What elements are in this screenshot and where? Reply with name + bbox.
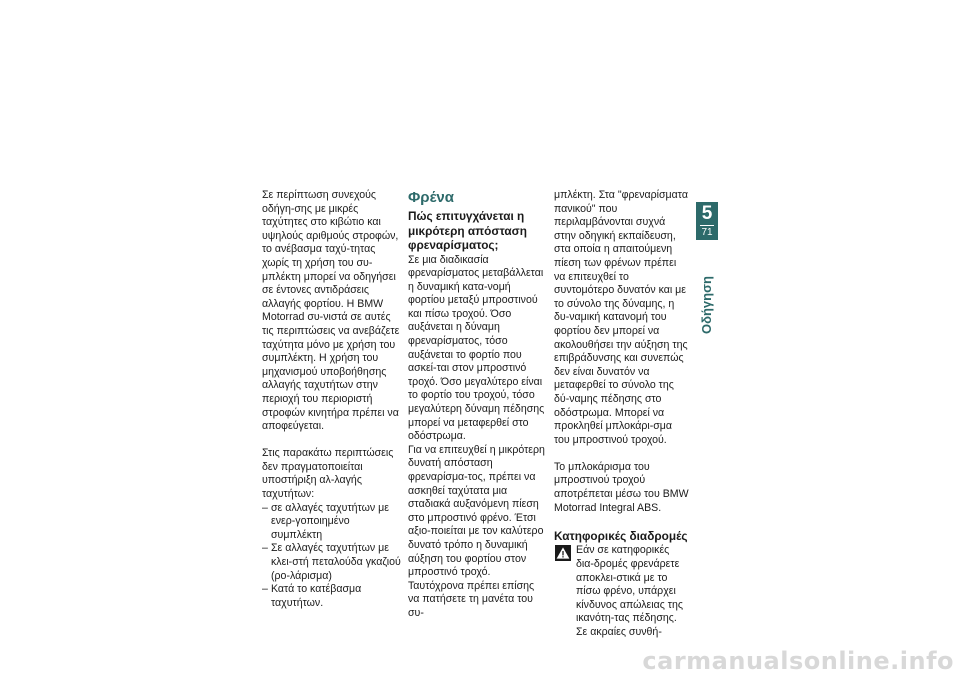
column-right	[554, 189, 689, 640]
page-number: 71	[701, 227, 713, 238]
subsection-title: Πώς επιτυγχάνεται η μικρότερη απόσταση φρεναρίσματος;	[408, 209, 527, 252]
shift-assist-paragraph: Σε περίπτωση συνεχούς οδήγη-σης με μικρές ταχύτητες στο κιβώτιο και υψηλούς αριθμούς στροφών, το ανέβασμα ταχύ-τητας χωρίς τη χρήση του συ-μπλέκτη μπορεί να οδηγήσει σε έντονες αντιδράσεις αλλαγής φορτίου. Η BMW Motorrad συ-νιστά σε αυτές τις περιπτώσεις να ανεβάζετε ταχύτητα μόνο με χρήση του συμπλέκτη. Η χρήση του μηχανισμού υποβοήθησης αλλαγής ταχυτήτων στην περιοχή του περιοριστή στροφών κινητήρα πρέπει να αποφεύγεται.	[262, 189, 400, 433]
list-item: – Κατά το κατέβασμα ταχυτήτων.	[262, 583, 362, 609]
list-item: – σε αλλαγές ταχυτήτων με ενερ-γοποιημένο συμπλέκτη	[262, 501, 389, 541]
shift-assist-exceptions-intro: Στις παρακάτω περιπτώσεις δεν πραγματοποιείται υποστήριξη αλ-λαγής ταχυτήτων:	[262, 447, 394, 501]
braking-paragraph-1: Σε μια διαδικασία φρεναρίσματος μεταβάλλεται η δυναμική κατα-νομή φορτίου μεταξύ μπροστινού και πίσω τροχού. Όσο αυξάνεται η δύναμη φρεναρίσματος, τόσο αυξάνεται το φορτίο που ασκεί-ται στον μπροστινό τροχό. Όσο μεγαλύτερο είναι το φορτίο του τροχού, τόσο μεγαλύτερη δύναμη πέδησης μπορεί να μεταφερθεί στο οδόστρωμα.	[408, 253, 545, 443]
section-title: Φρένα	[408, 189, 454, 206]
column-left	[262, 189, 402, 610]
braking-paragraph-2: Για να επιτευχθεί η μικρότερη δυνατή απόσταση φρεναρίσμα-τος, πρέπει να ασκηθεί ταχύτατα μια σταδιακά αυξανόμενη πίεση στο μπροστινό φρένο. Έτσι αξιο-ποιείται με τον καλύτερο δυνατό τρόπο η δυναμική αύξηση του φορτίου στον μπροστινό τροχό. Ταυτόχρονα πρέπει επίσης να πατήσετε τη μανέτα του συ-	[408, 443, 545, 619]
warning-text: Εάν σε κατηφορικές δια-δρομές φρενάρετε αποκλει-στικά με το πίσω φρένο, υπάρχει κίνδυνος απώλειας της ικανότη-τας πέδησης. Σε ακραίες συνθή-	[576, 544, 683, 638]
chapter-badge	[696, 202, 718, 240]
watermark: carmanualsonline.info	[642, 647, 954, 675]
column-middle	[408, 189, 548, 621]
downhill-title: Κατηφορικές διαδρομές	[554, 528, 688, 543]
panic-braking-paragraph: μπλέκτη. Στα "φρεναρίσματα πανικού" που περιλαμβάνονται συχνά στην οδηγική εκπαίδευση, στα οποία η απαιτούμενη πίεση των φρένων πρέπει να επιτευχθεί το συντομότερο δυνατόν και με το σύνολο της δύναμης, η δυ-ναμική κατανομή του φορτίου δεν μπορεί να ακολουθήσει την αύξηση της επιβράδυνσης και συνεπώς δεν είναι δυνατόν να μεταφερθεί το σύνολο της δύ-ναμης πέδησης στο οδόστρωμα. Μπορεί να προκληθεί μπλοκάρι-σμα του μπροστινού τροχού.	[554, 189, 688, 446]
chapter-label: Οδήγηση	[699, 276, 714, 334]
warning-block	[554, 544, 689, 639]
chapter-number: 5	[701, 203, 713, 224]
abs-paragraph: Το μπλοκάρισμα του μπροστινού τροχού αποτρέπεται μέσω του BMW Motorrad Integral ABS.	[554, 460, 689, 514]
list-item: – Σε αλλαγές ταχυτήτων με κλει-στή πεταλούδα γκαζιού (ρο-λάρισμα)	[262, 542, 401, 582]
warning-icon	[555, 545, 571, 561]
